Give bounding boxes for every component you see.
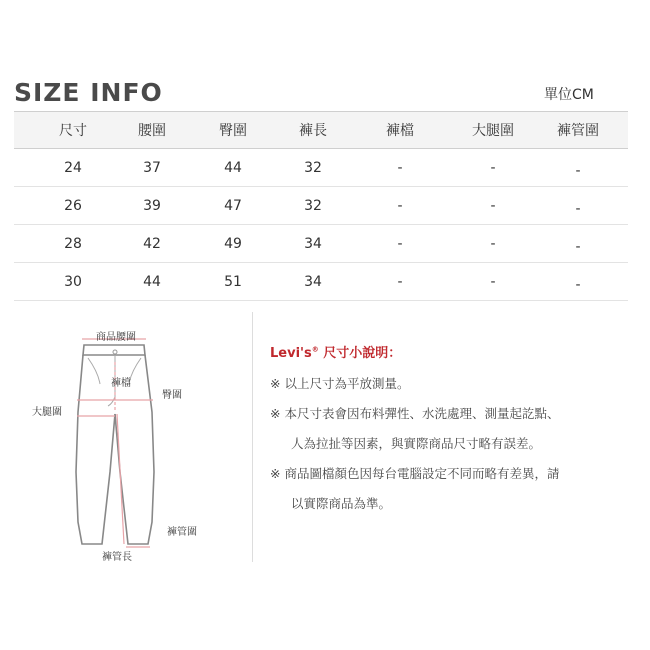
- table-cell: 49: [224, 235, 242, 252]
- table-cell: 44: [143, 273, 161, 290]
- diagram-label-waist: 商品腰圍: [96, 332, 136, 343]
- notes-title-suffix: 尺寸小說明：: [318, 346, 402, 361]
- table-cell: -: [397, 273, 403, 290]
- table-cell: -: [575, 276, 581, 293]
- pants-diagram: [20, 322, 250, 572]
- note-line: 以實際商品為準。: [291, 496, 392, 511]
- table-cell: -: [397, 235, 403, 252]
- diagram-label-thigh: 大腿圍: [32, 407, 62, 418]
- notes-title: [270, 342, 640, 361]
- diagram-label-rise: 褲檔: [111, 378, 131, 389]
- table-header-row: [14, 111, 628, 149]
- table-cell: 30: [64, 273, 82, 290]
- table-row: [14, 149, 628, 187]
- table-cell: 44: [224, 159, 242, 176]
- size-table: [14, 111, 628, 301]
- brand-name: Levi's: [270, 346, 312, 361]
- table-cell: -: [575, 162, 581, 179]
- note-item: [270, 459, 640, 519]
- table-cell: -: [575, 238, 581, 255]
- note-item: [270, 399, 640, 459]
- column-header: 臀圍: [219, 123, 247, 139]
- table-row: [14, 263, 628, 301]
- column-header: 大腿圍: [472, 123, 514, 139]
- unit-label: 單位CM: [544, 87, 594, 103]
- note-line: 人為拉扯等因素，與實際商品尺寸略有誤差。: [291, 436, 542, 451]
- divider: [252, 312, 253, 562]
- note-line: 本尺寸表會因布料彈性、水洗處理、測量起訖點、: [284, 406, 560, 421]
- column-header: 褲檔: [386, 123, 414, 139]
- table-cell: 32: [304, 197, 322, 214]
- table-cell: -: [397, 159, 403, 176]
- table-cell: 39: [143, 197, 161, 214]
- table-cell: 34: [304, 273, 322, 290]
- table-cell: -: [397, 197, 403, 214]
- note-line: 商品圖檔顏色因每台電腦設定不同而略有差異，請: [284, 466, 560, 481]
- column-header: 褲長: [299, 123, 327, 139]
- table-cell: 37: [143, 159, 161, 176]
- table-cell: 26: [64, 197, 82, 214]
- diagram-label-hip: 臀圍: [162, 390, 182, 401]
- column-header: 尺寸: [59, 123, 87, 139]
- registered-mark: ®: [311, 345, 319, 354]
- table-cell: 42: [143, 235, 161, 252]
- pants-outline-icon: [20, 322, 250, 572]
- table-cell: 34: [304, 235, 322, 252]
- column-header: 褲管圍: [557, 123, 599, 139]
- note-mark: ※: [270, 466, 281, 481]
- size-notes: [270, 342, 640, 519]
- table-cell: 28: [64, 235, 82, 252]
- table-row: [14, 225, 628, 263]
- table-cell: -: [490, 235, 496, 252]
- note-mark: ※: [270, 376, 281, 391]
- table-cell: -: [490, 273, 496, 290]
- table-cell: 51: [224, 273, 242, 290]
- column-header: 腰圍: [138, 123, 166, 139]
- table-cell: -: [575, 200, 581, 217]
- table-cell: -: [490, 197, 496, 214]
- table-cell: 24: [64, 159, 82, 176]
- diagram-label-inseam: 褲管長: [102, 552, 132, 563]
- note-mark: ※: [270, 406, 281, 421]
- page-title: SIZE INFO: [14, 78, 163, 107]
- note-item: [270, 369, 640, 399]
- table-cell: 32: [304, 159, 322, 176]
- note-line: 以上尺寸為平放測量。: [284, 376, 410, 391]
- table-cell: -: [490, 159, 496, 176]
- table-row: [14, 187, 628, 225]
- table-cell: 47: [224, 197, 242, 214]
- diagram-label-hem: 褲管圍: [167, 527, 197, 538]
